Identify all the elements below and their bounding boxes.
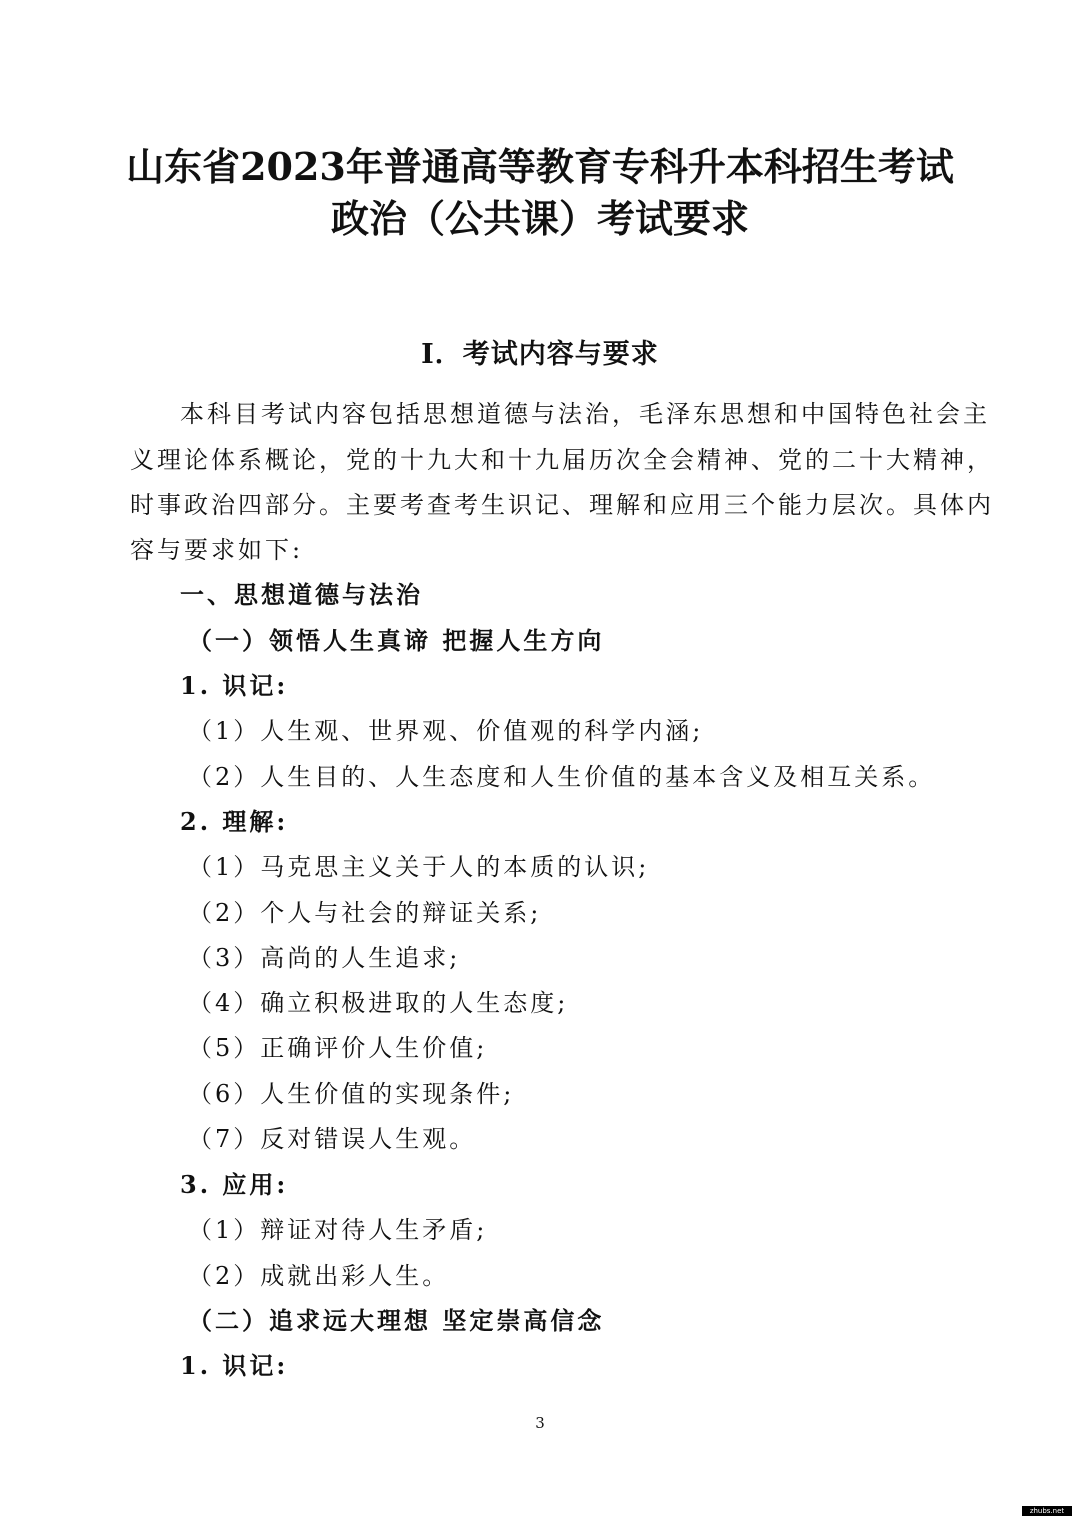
sub1-heading: （一）领悟人生真谛 把握人生方向 bbox=[188, 626, 605, 655]
sub2-heading: （二）追求远大理想 坚定崇高信念 bbox=[188, 1306, 605, 1335]
sub1-apply-item-2: （2）成就出彩人生。 bbox=[188, 1262, 450, 1290]
sub1-recall-item-1: （1）人生观、世界观、价值观的科学内涵; bbox=[188, 717, 704, 745]
sub1-understand-label: 2. 理解: bbox=[180, 807, 289, 836]
source-watermark: zhubs.net bbox=[1022, 1506, 1072, 1516]
page-number: 3 bbox=[535, 1414, 545, 1432]
sub1-recall-item-2: （2）人生目的、人生态度和人生价值的基本含义及相互关系。 bbox=[188, 763, 936, 791]
intro-line-4: 容与要求如下: bbox=[130, 536, 304, 564]
intro-line-3: 时事政治四部分。主要考查考生识记、理解和应用三个能力层次。具体内 bbox=[130, 491, 994, 519]
intro-line-1: 本科目考试内容包括思想道德与法治，毛泽东思想和中国特色社会主 bbox=[180, 400, 990, 428]
part1-heading: 一、思想道德与法治 bbox=[180, 580, 423, 609]
sub1-understand-item-4: （4）确立积极进取的人生态度; bbox=[188, 989, 569, 1017]
sub1-apply-item-1: （1）辩证对待人生矛盾; bbox=[188, 1216, 488, 1244]
sub2-recall-label: 1. 识记: bbox=[180, 1351, 289, 1380]
sub1-understand-item-3: （3）高尚的人生追求; bbox=[188, 944, 461, 972]
sub1-understand-item-7: （7）反对错误人生观。 bbox=[188, 1125, 477, 1153]
sub1-understand-item-2: （2）个人与社会的辩证关系; bbox=[188, 899, 542, 927]
sub1-understand-item-6: （6）人生价值的实现条件; bbox=[188, 1080, 515, 1108]
sub1-recall-label: 1. 识记: bbox=[180, 671, 289, 700]
sub1-understand-item-5: （5）正确评价人生价值; bbox=[188, 1034, 488, 1062]
section-heading: I．考试内容与要求 bbox=[421, 339, 659, 370]
intro-line-2: 义理论体系概论，党的十九大和十九届历次全会精神、党的二十大精神， bbox=[130, 446, 994, 474]
sub1-apply-label: 3. 应用: bbox=[180, 1170, 289, 1199]
document-title-line-2: 政治（公共课）考试要求 bbox=[330, 196, 749, 241]
document-title-line-1: 山东省2023年普通高等教育专科升本科招生考试 bbox=[126, 144, 954, 189]
sub1-understand-item-1: （1）马克思主义关于人的本质的认识; bbox=[188, 853, 650, 881]
